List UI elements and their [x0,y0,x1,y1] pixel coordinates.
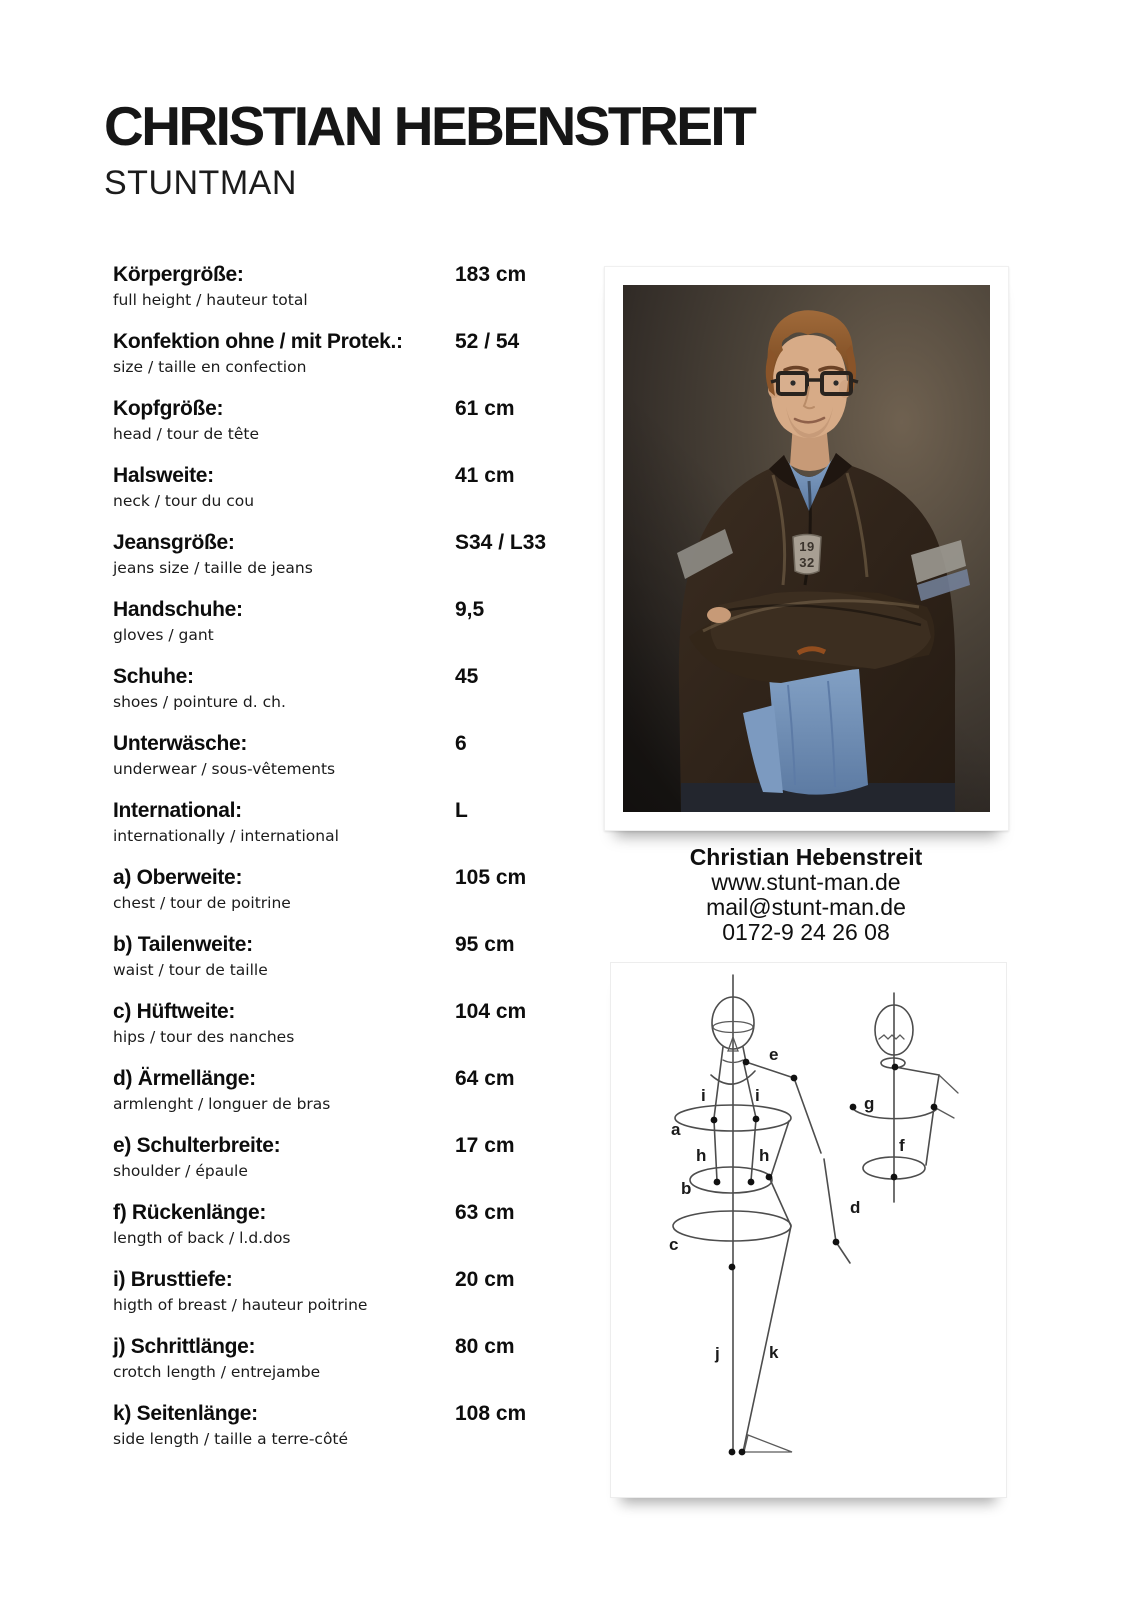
measurement-row [113,262,605,310]
diagram-label-e: e [769,1045,779,1064]
measurement-label: Jeansgröße: [113,531,235,554]
measurement-row [113,530,605,578]
page-title: CHRISTIAN HEBENSTREIT [104,95,755,157]
measurement-row [113,664,605,712]
diagram-label-i-left: i [701,1086,706,1105]
measurement-label: j) Schrittlänge: [113,1335,256,1358]
diagram-label-b: b [681,1179,692,1198]
measurement-row [113,731,605,779]
portrait-photo [623,285,990,812]
measurement-value: 95 cm [455,933,515,956]
measurement-label: a) Oberweite: [113,866,243,889]
measurement-value: S34 / L33 [455,531,547,554]
measurement-value: 63 cm [455,1201,515,1224]
contact-website[interactable]: www.stunt-man.de [711,869,901,895]
measurement-label: e) Schulterbreite: [113,1134,281,1157]
measurement-label: k) Seitenlänge: [113,1402,258,1425]
measurement-sublabel: neck / tour du cou [113,492,255,510]
measurement-sublabel: gloves / gant [113,626,214,644]
measurement-value: 17 cm [455,1134,515,1157]
measurement-row [113,1401,605,1449]
svg-text:32: 32 [799,555,815,570]
front-figure [673,975,850,1455]
hand [707,607,731,623]
measurement-value: 45 [455,665,479,688]
diagram-label-a: a [671,1120,681,1139]
measurement-sublabel: full height / hauteur total [113,291,308,309]
measurement-value: 104 cm [455,1000,527,1023]
measurement-row [113,463,605,511]
measurement-diagram [611,963,1004,1495]
measurement-value: 108 cm [455,1402,527,1425]
contact-phone: 0172-9 24 26 08 [722,919,890,945]
measurement-sublabel: length of back / l.d.dos [113,1229,291,1247]
measurement-sublabel: hips / tour des nanches [113,1028,295,1046]
measurement-row [113,798,605,846]
measurement-row [113,597,605,645]
measurement-label: i) Brusttiefe: [113,1268,233,1291]
measurement-row [113,396,605,444]
measurement-row [113,865,605,913]
measurement-row [113,1133,605,1181]
measurement-label: Konfektion ohne / mit Protek.: [113,330,403,353]
contact-email[interactable]: mail@stunt-man.de [706,894,906,920]
measurement-row [113,1066,605,1114]
portrait-photo-card [604,266,1009,831]
measurement-sublabel: head / tour de tête [113,425,259,443]
measurement-label: Handschuhe: [113,598,243,621]
measurement-row [113,329,605,377]
measurement-label: Körpergröße: [113,263,244,286]
measurement-label: Halsweite: [113,464,214,487]
measurement-sublabel: shoes / pointure d. ch. [113,693,286,711]
measurement-value: 9,5 [455,598,485,621]
measurement-sublabel: chest / tour de poitrine [113,894,291,912]
measurement-label: f) Rückenlänge: [113,1201,267,1224]
measurement-label: International: [113,799,242,822]
svg-text:19: 19 [799,539,815,554]
page-subtitle: STUNTMAN [104,163,297,202]
measurement-value: 105 cm [455,866,527,889]
measurement-value: L [455,799,468,822]
contact-name: Christian Hebenstreit [689,844,923,870]
measurement-label: Kopfgröße: [113,397,224,420]
diagram-label-h-left: h [696,1146,707,1165]
diagram-label-i-right: i [755,1086,760,1105]
measurement-sublabel: shoulder / épaule [113,1162,248,1180]
diagram-label-j: j [715,1344,720,1363]
header [104,95,755,203]
measurement-value: 20 cm [455,1268,515,1291]
measurement-sublabel: size / taille en confection [113,358,307,376]
measurement-label: d) Ärmellänge: [113,1067,256,1090]
measurement-value: 61 cm [455,397,515,420]
measurement-row [113,1200,605,1248]
measurement-sublabel: internationally / international [113,827,339,845]
jacket-badge [793,535,821,575]
measurement-value: 183 cm [455,263,527,286]
measurement-sublabel: higth of breast / hauteur poitrine [113,1296,368,1314]
measurement-label: Schuhe: [113,665,194,688]
measurement-label: Unterwäsche: [113,732,248,755]
measurement-value: 64 cm [455,1067,515,1090]
measurement-diagram-card [610,962,1007,1498]
measurement-row [113,999,605,1047]
denim-shirt-bottom [769,669,868,795]
measurement-sublabel: underwear / sous-vêtements [113,760,336,778]
measurement-label: c) Hüftweite: [113,1000,236,1023]
measurement-sublabel: waist / tour de taille [113,961,268,979]
contact-block [604,845,1008,945]
measurement-row [113,1267,605,1315]
diagram-label-d: d [850,1198,861,1217]
measurement-value: 52 / 54 [455,330,520,353]
measurement-label: b) Tailenweite: [113,933,253,956]
diagram-label-k: k [769,1343,779,1362]
measurement-value: 6 [455,732,467,755]
measurement-value: 41 cm [455,464,515,487]
measurement-sublabel: armlenght / longuer de bras [113,1095,331,1113]
measurement-row [113,1334,605,1382]
measurement-value: 80 cm [455,1335,515,1358]
measurement-sublabel: side length / taille a terre-côté [113,1430,349,1448]
measurement-sublabel: crotch length / entrejambe [113,1363,321,1381]
diagram-label-h-right: h [759,1146,770,1165]
diagram-label-g: g [864,1094,875,1113]
measurement-sublabel: jeans size / taille de jeans [113,559,313,577]
diagram-label-f: f [899,1136,905,1155]
diagram-label-c: c [669,1235,679,1254]
measurement-list [113,262,605,1468]
measurement-row [113,932,605,980]
